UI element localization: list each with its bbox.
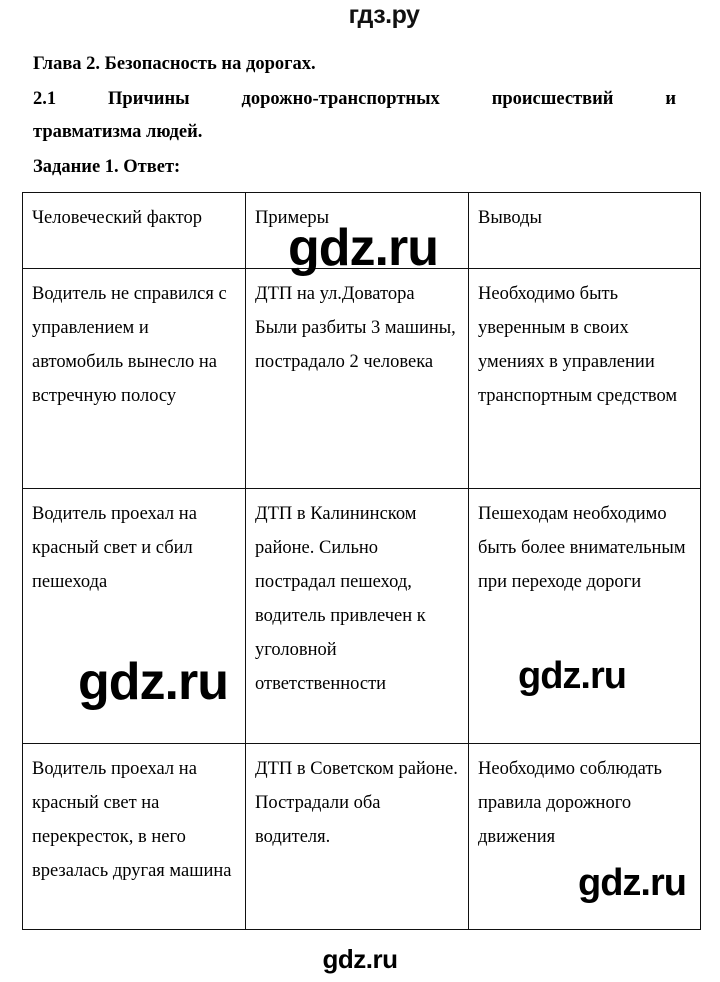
table-header-examples: Примеры bbox=[246, 193, 469, 269]
site-logo[interactable]: гдз.ру bbox=[348, 1, 420, 29]
table-header-human-factor: Человеческий фактор bbox=[23, 193, 246, 269]
cell-factor: Водитель проехал на красный свет на перекресток, в него врезалась другая машина bbox=[23, 744, 246, 930]
section-heading-line-1: 2.1 Причины дорожно-транспортных происшествий и bbox=[33, 89, 676, 109]
table-header-conclusions: Выводы bbox=[469, 193, 701, 269]
cell-conclusion: Необходимо соблюдать правила дорожного движения bbox=[469, 744, 701, 930]
task-heading: Задание 1. Ответ: bbox=[33, 157, 181, 177]
cell-example: ДТП в Советском районе. Пострадали оба водителя. bbox=[246, 744, 469, 930]
watermark-gdz-2: gdz.ru bbox=[78, 653, 228, 711]
cell-example: ДТП на ул.Доватора Были разбиты 3 машины, пострадало 2 человека bbox=[246, 269, 469, 489]
watermark-gdz-1: gdz.ru bbox=[288, 219, 438, 277]
cell-factor: Водитель проехал на красный свет и сбил пешехода bbox=[23, 489, 246, 744]
section-heading-line-2: травматизма людей. bbox=[33, 122, 203, 142]
table-row bbox=[23, 269, 701, 489]
document-body bbox=[0, 0, 720, 184]
answer-table bbox=[22, 192, 701, 930]
watermark-gdz-4: gdz.ru bbox=[578, 862, 686, 904]
cell-conclusion: Пешеходам необходимо быть более внимательным при переходе дороги bbox=[469, 489, 701, 744]
table-header-row bbox=[23, 193, 701, 269]
watermark-gdz-5: gdz.ru bbox=[322, 944, 398, 974]
table-row bbox=[23, 744, 701, 930]
table-row bbox=[23, 489, 701, 744]
cell-factor: Водитель не справился с управлением и автомобиль вынесло на встречную полосу bbox=[23, 269, 246, 489]
watermark-gdz-3: gdz.ru bbox=[518, 655, 626, 697]
chapter-heading: Глава 2. Безопасность на дорогах. bbox=[33, 54, 316, 74]
cell-example: ДТП в Калининском районе. Сильно пострадал пешеход, водитель привлечен к уголовной ответственности bbox=[246, 489, 469, 744]
cell-conclusion: Необходимо быть уверенным в своих умениях в управлении транспортным средством bbox=[469, 269, 701, 489]
